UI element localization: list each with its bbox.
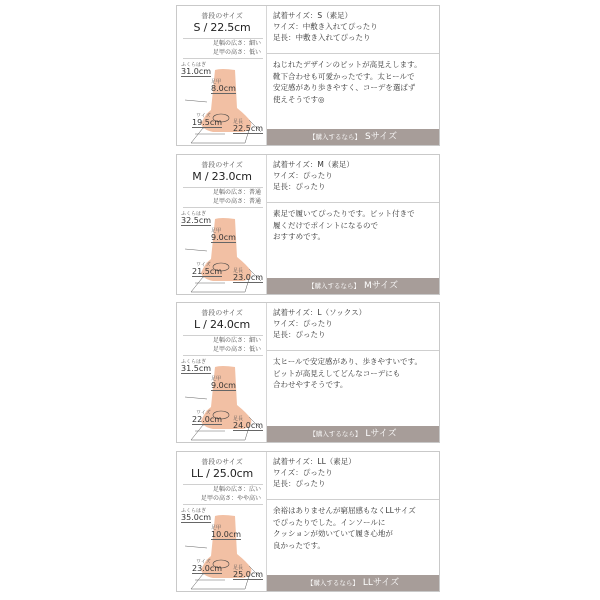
buy-size: LLサイズ: [362, 578, 400, 588]
review-comment-line: 合わせやすそうです。: [273, 380, 348, 389]
reviewer-profile: [177, 155, 267, 294]
review-comment: [273, 505, 435, 551]
try-on-details: [267, 10, 439, 54]
try-on-details: [267, 307, 439, 351]
usual-size-value: L / 24.0cm: [193, 318, 251, 331]
size-review-card: [176, 5, 440, 146]
buy-size: Lサイズ: [365, 429, 397, 439]
review-comment: [273, 356, 435, 391]
foot-width-feature: 足幅の広さ：細い: [212, 40, 261, 47]
foot-features: [183, 484, 263, 505]
buy-size-button[interactable]: [267, 426, 439, 442]
try-on-size: 試着サイズ：LL（素足）: [273, 457, 356, 466]
usual-size-value: LL / 25.0cm: [190, 467, 253, 480]
instep-label: 足甲: [211, 79, 222, 85]
try-on-length: 足長：中敷き入れてぴったり: [273, 33, 371, 42]
instep-height-feature: 足甲の高さ：低い: [212, 49, 261, 56]
calf-value: 31.5cm: [181, 364, 212, 373]
instep-value: 8.0cm: [211, 84, 236, 93]
review-comment-line: ねじれたデザインのピットが高見えします。: [273, 60, 422, 69]
calf-label: ふくらはぎ: [181, 359, 207, 365]
instep-label: 足甲: [211, 376, 222, 382]
length-value: 23.0cm: [233, 273, 264, 282]
try-on-length: 足長：ぴったり: [273, 479, 326, 488]
size-review-card: [176, 451, 440, 592]
buy-size-button[interactable]: [267, 575, 439, 591]
instep-height-feature: 足甲の高さ：普通: [212, 198, 261, 205]
reviewer-profile: [177, 303, 267, 442]
reviewer-profile: [177, 452, 267, 591]
width-label: ワイズ: [196, 262, 211, 268]
instep-label: 足甲: [211, 525, 222, 531]
calf-label: ふくらはぎ: [181, 211, 207, 217]
usual-size-label: 普段のサイズ: [201, 458, 243, 466]
width-value: 23.0cm: [192, 564, 223, 573]
calf-pointer: [185, 100, 207, 102]
review-content: [267, 303, 439, 442]
instep-height-feature: 足甲の高さ：やや高い: [200, 495, 261, 502]
buy-size-button[interactable]: [267, 129, 439, 145]
review-comment: [273, 208, 435, 243]
size-review-card: [176, 302, 440, 443]
try-on-wise: ワイズ：ぴったり: [273, 319, 333, 328]
review-content: [267, 155, 439, 294]
try-on-wise: ワイズ：中敷き入れてぴったり: [273, 22, 378, 31]
review-comment-line: クッションが効いていて履き心地が: [273, 529, 393, 538]
instep-label: 足甲: [211, 228, 222, 234]
buy-size: Mサイズ: [363, 281, 399, 291]
length-label: 足長: [233, 268, 244, 274]
calf-value: 35.0cm: [181, 513, 212, 522]
width-label: ワイズ: [196, 410, 211, 416]
width-value: 22.0cm: [192, 415, 223, 424]
width-label: ワイズ: [196, 113, 211, 119]
foot-features: [183, 335, 263, 356]
size-review-card: [176, 154, 440, 295]
width-value: 19.5cm: [192, 118, 223, 127]
instep-height-feature: 足甲の高さ：低い: [212, 346, 261, 353]
calf-value: 31.0cm: [181, 67, 212, 76]
review-comment-line: 太ヒールで安定感があり、歩きやすいです。: [273, 357, 422, 366]
instep-value: 9.0cm: [211, 381, 236, 390]
review-comment-line: ビットが高見えしてどんなコーデにも: [273, 368, 401, 378]
foot-width-feature: 足幅の広さ：細い: [212, 337, 261, 344]
foot-features: [183, 187, 263, 208]
try-on-details: [267, 159, 439, 203]
try-on-details: [267, 456, 439, 500]
calf-value: 32.5cm: [181, 216, 212, 225]
buy-size-button[interactable]: [267, 278, 439, 294]
review-comment-line: 靴下合わせも可愛かったです。太ヒールで: [273, 71, 415, 81]
review-comment-line: 安定感があり歩きやすく、コーデを選ばず: [273, 83, 416, 92]
review-comment-line: 履くだけでポイントになるので: [273, 220, 378, 230]
calf-pointer: [185, 546, 207, 548]
review-content: [267, 452, 439, 591]
length-value: 25.0cm: [233, 570, 264, 579]
review-comment-line: でぴったりでした。インソールに: [273, 517, 386, 527]
usual-size-value: S / 22.5cm: [193, 21, 251, 34]
width-value: 21.5cm: [192, 267, 223, 276]
buy-label: 【購入するなら】: [309, 430, 362, 438]
foot-width-feature: 足幅の広さ：広い: [212, 486, 261, 493]
buy-label: 【購入するなら】: [309, 133, 361, 141]
foot-width-feature: 足幅の広さ：普通: [212, 189, 261, 196]
review-content: [267, 6, 439, 145]
usual-size-value: M / 23.0cm: [192, 170, 252, 183]
usual-size-label: 普段のサイズ: [201, 309, 243, 317]
calf-pointer: [185, 397, 207, 399]
review-comment-line: 余裕はありませんが窮屈感もなくLLサイズ: [273, 506, 416, 515]
length-value: 22.5cm: [233, 124, 264, 133]
buy-label: 【購入するなら】: [307, 282, 360, 290]
review-comment-line: 素足で履いてぴったりです。ビット付きで: [273, 209, 415, 218]
try-on-wise: ワイズ：ぴったり: [273, 468, 333, 477]
length-label: 足長: [233, 565, 244, 571]
try-on-wise: ワイズ：ぴったり: [273, 171, 333, 180]
length-label: 足長: [233, 119, 244, 125]
usual-size-label: 普段のサイズ: [201, 12, 243, 20]
try-on-length: 足長：ぴったり: [273, 330, 326, 339]
usual-size-label: 普段のサイズ: [201, 161, 243, 169]
calf-label: ふくらはぎ: [181, 62, 207, 68]
try-on-size: 試着サイズ：M（素足）: [273, 160, 354, 169]
try-on-size: 試着サイズ：L（ソックス）: [273, 308, 367, 317]
review-comment-line: 使えそうです◎: [273, 94, 325, 104]
try-on-length: 足長：ぴったり: [273, 182, 326, 191]
try-on-size: 試着サイズ：S（素足）: [273, 11, 353, 20]
reviewer-profile: [177, 6, 267, 145]
width-label: ワイズ: [196, 559, 211, 565]
review-comment-line: 良かったです。: [273, 540, 325, 550]
length-label: 足長: [233, 416, 244, 422]
instep-value: 10.0cm: [211, 530, 242, 539]
review-comment-line: おすすめです。: [273, 232, 325, 241]
foot-features: [183, 38, 263, 59]
length-value: 24.0cm: [233, 421, 264, 430]
instep-value: 9.0cm: [211, 233, 236, 242]
calf-label: ふくらはぎ: [181, 508, 207, 514]
buy-size: Sサイズ: [365, 132, 397, 142]
buy-label: 【購入するなら】: [306, 579, 359, 587]
review-comment: [273, 59, 435, 105]
calf-pointer: [185, 249, 207, 251]
